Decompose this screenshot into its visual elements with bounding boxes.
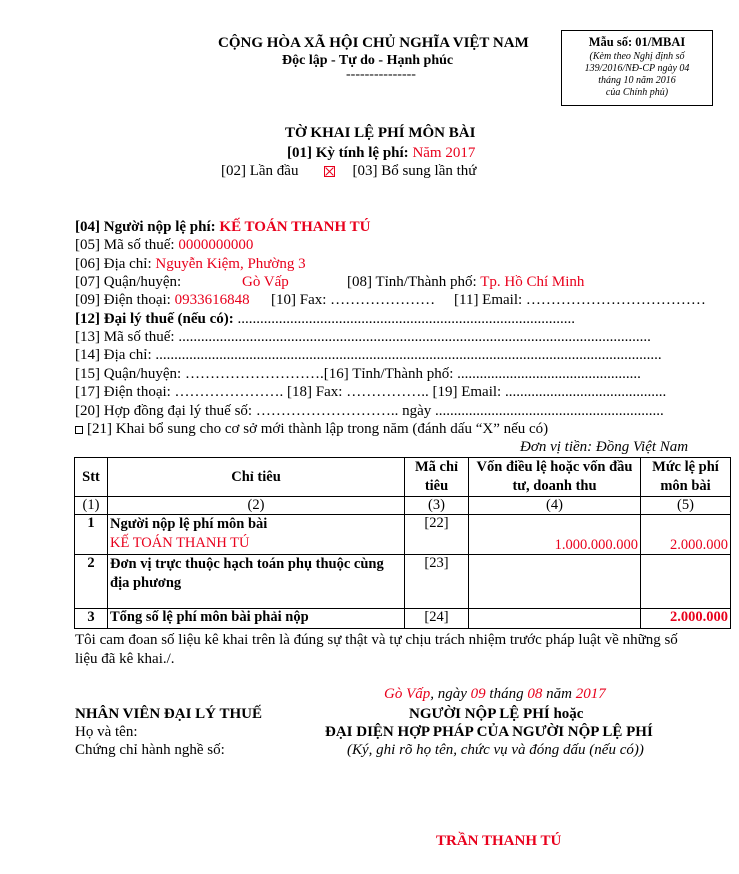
row-code: [22] [405, 515, 469, 555]
signer-name: TRẦN THANH TÚ [436, 833, 562, 849]
row-item-label: Người nộp lệ phí môn bài [110, 516, 268, 532]
row-fee: 2.000.000 [641, 515, 731, 555]
agent-name-label: Họ và tên: [75, 724, 138, 740]
date-text-month: tháng [485, 686, 528, 702]
tax-code-line [75, 237, 253, 254]
period-line [287, 145, 475, 162]
agent-heading-dots: .......................................................................................... [233, 311, 575, 327]
nation-heading: CỘNG HÒA XÃ HỘI CHỦ NGHĨA VIỆT NAM [218, 35, 529, 51]
document-title: TỜ KHAI LỆ PHÍ MÔN BÀI [285, 125, 476, 141]
col-number: (1) [75, 497, 108, 515]
motto: Độc lập - Tự do - Hạnh phúc [282, 53, 454, 68]
row-capital [469, 555, 641, 609]
date-text-year: năm [542, 686, 576, 702]
date-month: 08 [527, 686, 543, 702]
agent-heading: [12] Đại lý thuế (nếu có): [75, 311, 234, 327]
district-value: Gò Vấp [242, 274, 289, 290]
date-day: 09 [470, 686, 486, 702]
signature-note: (Ký, ghi rõ họ tên, chức vụ và đóng dấu (nếu có)) [347, 742, 644, 758]
taxpayer-name-line [75, 219, 370, 236]
taxpayer-name-label: [04] Người nộp lệ phí: [75, 219, 216, 235]
header-fee: Mức lệ phí môn bài [641, 458, 731, 497]
new-unit-note: [21] Khai bổ sung cho cơ sở mới thành lập trong năm (đánh dấu “X” nếu có) [87, 421, 549, 437]
fax-field: [10] Fax: ………………… [271, 292, 436, 308]
col-number: (4) [469, 497, 641, 515]
district-label: [07] Quận/huyện: [75, 274, 182, 290]
table-row [75, 515, 731, 555]
currency-note: Đơn vị tiền: Đồng Việt Nam [520, 439, 689, 455]
row-capital: 1.000.000.000 [469, 515, 641, 555]
agent-tax-code: [13] Mã số thuế: .............................................................................................................................. [75, 329, 651, 345]
address-label: [06] Địa chỉ: [75, 256, 152, 272]
motto-divider: --------------- [346, 67, 416, 82]
agent-heading-line [75, 311, 575, 328]
col-number: (2) [108, 497, 405, 515]
first-time-label: [02] Lần đầu [221, 163, 299, 179]
row-stt: 2 [75, 555, 108, 609]
first-time-checkbox[interactable] [324, 166, 335, 177]
agent-contract: [20] Hợp đồng đại lý thuế số: ……………………….. ngày ............................................................. [75, 403, 664, 419]
new-unit-checkbox[interactable] [75, 426, 83, 434]
agent-sign-title: NHÂN VIÊN ĐẠI LÝ THUẾ [75, 706, 262, 722]
date-place: Gò Vấp [384, 686, 431, 702]
agent-cert-label: Chứng chỉ hành nghề số: [75, 742, 225, 758]
form-note-line: 139/2016/NĐ-CP ngày 04 [584, 63, 690, 74]
phone-line [75, 292, 250, 309]
form-number-box [561, 30, 713, 106]
row-fee [641, 555, 731, 609]
table-row [75, 555, 731, 609]
col-number: (3) [405, 497, 469, 515]
row-stt: 1 [75, 515, 108, 555]
phone-label: [09] Điện thoại: [75, 292, 171, 308]
header-stt: Stt [75, 458, 108, 497]
payer-sign-title: NGƯỜI NỘP LỆ PHÍ hoặc [409, 706, 584, 722]
province-line [347, 274, 584, 291]
province-value: Tp. Hồ Chí Minh [480, 274, 585, 290]
phone-value: 0933616848 [174, 292, 250, 308]
supplement-label: [03] Bổ sung lần thứ [352, 163, 477, 179]
header-capital: Vốn điều lệ hoặc vốn đầu tư, doanh thu [469, 458, 641, 497]
agent-phone: [17] Điện thoại: …………………. [18] Fax: …………….. [19] Email: ........................................... [75, 384, 667, 400]
row-item [108, 515, 405, 555]
address-line [75, 256, 306, 273]
tax-code-value: 0000000000 [178, 237, 254, 253]
agent-address: [14] Địa chỉ: ....................................................................................................................................... [75, 347, 662, 363]
form-note-line: tháng 10 năm 2016 [598, 75, 676, 86]
form-note-line: của Chính phủ) [605, 87, 669, 98]
payer-sign-title-2: ĐẠI DIỆN HỢP PHÁP CỦA NGƯỜI NỘP LỆ PHÍ [325, 724, 653, 740]
row-item-sub: KẾ TOÁN THANH TÚ [110, 535, 250, 551]
agent-district: [15] Quận/huyện: ……………………….[16] Tỉnh/Thành phố: ................................................. [75, 366, 641, 382]
row-stt: 3 [75, 609, 108, 629]
row-capital [469, 609, 641, 629]
email-field: [11] Email: ……………………………… [454, 292, 706, 308]
header-item: Chỉ tiêu [108, 458, 405, 497]
tax-code-label: [05] Mã số thuế: [75, 237, 175, 253]
row-fee: 2.000.000 [641, 609, 731, 629]
taxpayer-name: KẾ TOÁN THANH TÚ [219, 219, 371, 235]
first-time-line [221, 163, 476, 180]
period-value: Năm 2017 [412, 145, 476, 161]
row-item: Tổng số lệ phí môn bài phải nộp [108, 609, 405, 629]
province-label: [08] Tỉnh/Thành phố: [347, 274, 477, 290]
new-unit-line [75, 421, 548, 438]
date-line [384, 686, 606, 703]
date-text-day: , ngày [430, 686, 471, 702]
declaration: Tôi cam đoan số liệu kê khai trên là đúng sự thật và tự chịu trách nhiệm trước pháp luật về những số liệu đã kê khai./. [75, 632, 678, 667]
row-code: [23] [405, 555, 469, 609]
form-code: Mẫu số: 01/MBAI [588, 35, 686, 49]
fee-table [74, 457, 731, 629]
col-number: (5) [641, 497, 731, 515]
row-item: Đơn vị trực thuộc hạch toán phụ thuộc cùng địa phương [108, 555, 405, 609]
date-year: 2017 [575, 686, 606, 702]
form-note-line: (Kèm theo Nghị định số [589, 51, 685, 62]
table-row [75, 609, 731, 629]
header-code: Mã chỉ tiêu [405, 458, 469, 497]
period-label: [01] Kỳ tính lệ phí: [287, 145, 409, 161]
row-code: [24] [405, 609, 469, 629]
address-value: Nguyễn Kiệm, Phường 3 [155, 256, 306, 272]
